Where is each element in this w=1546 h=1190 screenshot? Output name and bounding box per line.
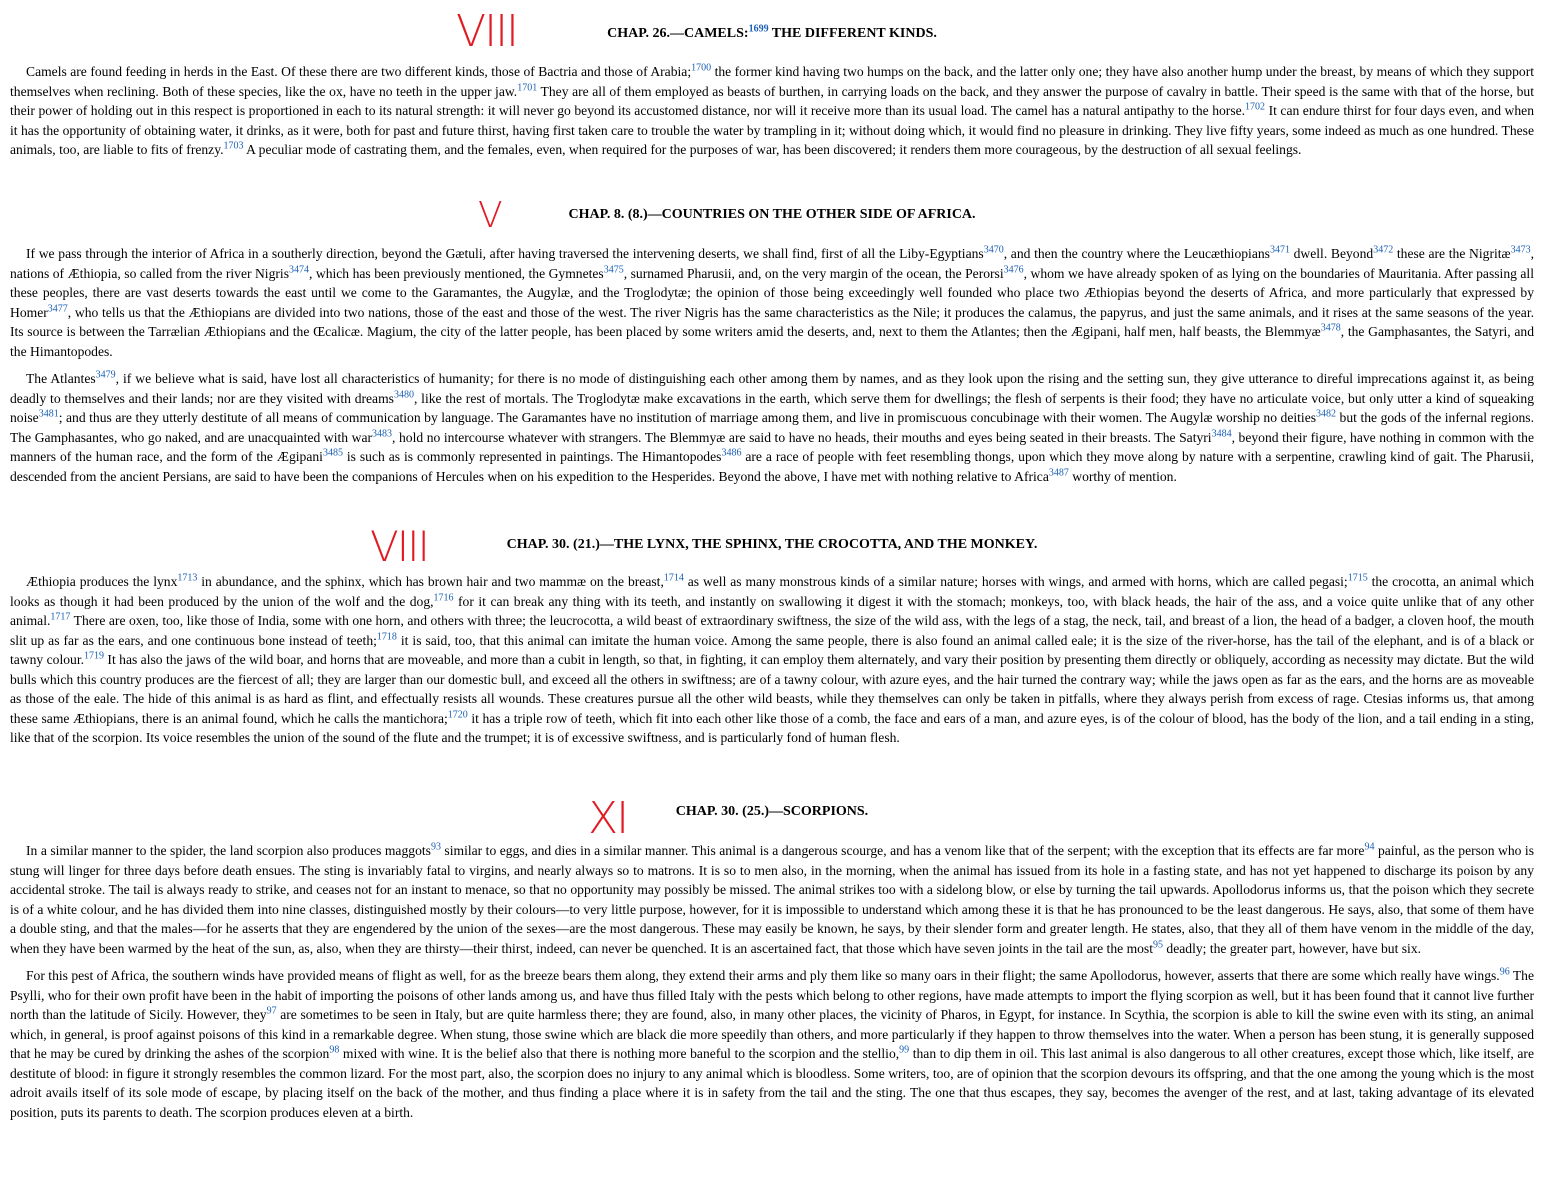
footnote-link[interactable]: 3470: [983, 244, 1004, 256]
paragraph-text: Camels are found feeding in herds in the East. Of these there are two different kinds, those of Bactria and those of Arabia;: [26, 64, 692, 79]
footnote-link[interactable]: 1700: [691, 62, 712, 74]
annotation-mark: XI: [588, 793, 628, 844]
footnote-link[interactable]: 1703: [223, 140, 244, 152]
footnote-link[interactable]: 3476: [1003, 263, 1024, 275]
paragraph: [10, 62, 1534, 160]
footnote-link[interactable]: 3484: [1211, 427, 1232, 439]
heading-text-rest: THE DIFFERENT KINDS.: [768, 26, 937, 41]
footnote-link[interactable]: 99: [899, 1044, 910, 1056]
paragraph-text: painful, as the person who is stung will linger for three days before death ensues. The sting is invariably fatal to virgins, and nearly always so to matrons. It is so to men also, in the morning, when the animal has issued from its hole in a fasting state, and has not yet happened to discharge its poison by any accidental stroke. The tail is always ready to strike, and ceases not for an instant to menace, so that no opportunity may possibly be missed. The animal strikes too with a sidelong blow, or else by turning the tail upwards. Apollodorus informs us, that the poison which they secrete is of a white colour, and he has divided them into nine classes, distinguished mostly by their colours—to very little purpose, however, for it is impossible to understand which among these it is that he has pronounced to be the least dangerous. He says, also, that some of them have a double sting, and that the males—for he asserts that they are engendered by the union of the sexes—are the most dangerous. These may easily be known, he says, by their slender form and greater length. He states, also, that they all of them have venom in the middle of the day, when they have been warmed by the heat of the sun, as, also, when they are thirsty—their thirst, indeed, can never be quenched. It is an ascertained fact, that those which have seven joints in the tail are the most: [10, 843, 1534, 956]
footnote-link[interactable]: 1719: [84, 650, 105, 662]
footnote-link[interactable]: 98: [329, 1044, 340, 1056]
paragraph-text: , who tells us that the Æthiopians are divided into two nations, those of the east and those of the west. The river Nigris has the same characteristics as the Nile; it produces the calamus, the papyrus, and just the same animals, and it rises at the same seasons of the year. Its source is between the Tarrælian Æthiopians and the Œcalicæ. Magium, the city of the latter people, has been placed by some writers amid the deserts, and, next to them the Atlantes; then the Ægipani, half men, half beasts, the Blemmyæ: [10, 304, 1534, 339]
footnote-link[interactable]: 3477: [47, 302, 68, 314]
paragraph-text: , the Gamphasantes, the Satyri, and the Himantopodes.: [10, 324, 1534, 359]
paragraph-text: A peculiar mode of castrating them, and the females, even, when required for the purposes of war, has been discovered; it renders them more courageous, by the destruction of all sexual feelings.: [243, 142, 1302, 157]
paragraph-text: , like the rest of mortals. The Troglodytæ make excavations in the earth, which serve them for dwellings; the flesh of serpents is their food; they have no articulate voice, but only utter a kind of squeaking noise: [10, 390, 1535, 425]
footnote-link[interactable]: 3485: [322, 447, 343, 459]
footnote-link[interactable]: 3487: [1048, 466, 1069, 478]
chapter-heading: CHAP. 30. (25.)—SCORPIONS.: [675, 804, 869, 819]
footnote-link[interactable]: 95: [1153, 938, 1164, 950]
footnote-link[interactable]: 1702: [1245, 101, 1266, 113]
footnote-link[interactable]: 3480: [393, 388, 414, 400]
footnote-link[interactable]: 1720: [447, 708, 468, 720]
chapter-body: [10, 62, 1534, 160]
paragraph-text: , if we believe what is said, have lost all characteristics of humanity; for there is no mode of distinguishing each other among them by names, and as they look upon the rising and the setting sun, they give utterance to direful imprecations against it, as being deadly to themselves and their lands; nor are they visited with dreams: [10, 371, 1534, 406]
chapter-heading: CHAP. 30. (21.)—THE LYNX, THE SPHINX, THE CROCOTTA, AND THE MONKEY.: [506, 537, 1038, 552]
annotation-mark: V: [478, 195, 501, 236]
paragraph-text: similar to eggs, and dies in a similar manner. This animal is a dangerous scourge, and has a venom like that of the serpent; with the exception that its effects are far more: [440, 843, 1365, 858]
footnote-link[interactable]: 3482: [1316, 408, 1337, 420]
paragraph-text: is such as is commonly represented in paintings. The Himantopodes: [342, 449, 722, 464]
paragraph-text: than to dip them in oil. This last animal is also dangerous to all other creatures, except those which, like itself, are destitute of blood: in figure it strongly resembles the common lizard. For the most part, also, the scorpion does no injury to any animal which is bloodless. Some writers, too, are of opinion that the scorpion devours its offspring, and that the one among the young which is the most adroit avails itself of its sole mode of escape, by placing itself on the back of the mother, and thus finding a place where it is in safety from the tail and the sting. The one that thus escapes, they say, becomes the avenger of the rest, and at last, taking advantage of its elevated position, puts its parents to death. The scorpion produces eleven at a birth.: [10, 1046, 1534, 1120]
paragraph-text: are a race of people with feet resembling thongs, upon which they move along by nature with a serpentine, crawling kind of gait. The Pharusii, descended from the ancient Persians, are said to have been the companions of Hercules when on his expedition to the Hesperides. Beyond the above, I have met with nothing relative to Africa: [10, 449, 1535, 484]
paragraph: [10, 841, 1534, 958]
paragraph-text: mixed with wine. It is the belief also that there is nothing more baneful to the scorpion and the stellio,: [339, 1046, 900, 1061]
paragraph-text: It can endure thirst for four days even, and when it has the opportunity of obtaining water, it drinks, as it were, both for past and future thirst, having first taken care to trouble the water by trampling in it; without doing which, it would find no pleasure in drinking. They live fifty years, some indeed as much as one hundred. These animals, too, are liable to fits of frenzy.: [10, 103, 1534, 157]
chapter-camels: [10, 6, 1534, 160]
paragraph-text: The Psylli, who for their own profit have been in the habit of importing the poisons of other lands among us, and have thus filled Italy with the pests which belong to other regions, have made attempts to import the flying scorpion as well, but it has been found that it cannot live further north than the latitude of Sicily. However, they: [10, 968, 1534, 1022]
paragraph-text: If we pass through the interior of Africa in a southerly direction, beyond the Gætuli, after having traversed the intervening deserts, we shall find, first of all the Liby-Egyptians: [26, 246, 984, 261]
paragraph: [10, 966, 1534, 1122]
paragraph-text: , and then the country where the Leucæthiopians: [1003, 246, 1270, 261]
paragraph-text: In a similar manner to the spider, the land scorpion also produces maggots: [26, 843, 431, 858]
chapter-countries-africa: [10, 195, 1535, 486]
footnote-link[interactable]: 3473: [1510, 244, 1531, 256]
annotation-mark: VIII: [370, 522, 428, 571]
footnote-link[interactable]: 97: [266, 1005, 277, 1017]
paragraph-text: the crocotta, an animal which looks as though it had been produced by the union of the wolf and the dog,: [10, 574, 1534, 609]
footnote-link[interactable]: 3481: [38, 408, 59, 420]
footnote-link[interactable]: 3483: [372, 427, 393, 439]
heading-text: CHAP. 26.—CAMELS:: [607, 26, 749, 41]
paragraph-text: , hold no intercourse whatever with strangers. The Blemmyæ are said to have no heads, their mouths and eyes being seated in their breasts. The Satyri: [392, 429, 1212, 445]
paragraph-text: in abundance, and the sphinx, which has brown hair and two mammæ on the breast,: [197, 574, 664, 589]
footnote-link[interactable]: 1717: [50, 611, 71, 623]
chapter-scorpions: [10, 793, 1534, 1122]
chapter-body: [10, 572, 1534, 748]
paragraph-text: the former kind having two humps on the back, and the latter only one; they have also another hump under the breast, by means of which they support themselves when reclining. Both of these species, like the ox, have no teeth in the upper jaw.: [10, 64, 1534, 99]
chapter-heading: [10, 23, 1534, 45]
paragraph-text: Æthiopia produces the lynx: [26, 574, 178, 589]
paragraph-text: , surnamed Pharusii, and, on the very margin of the ocean, the Perorsi: [623, 265, 1004, 281]
paragraph: [10, 244, 1534, 361]
footnote-link[interactable]: 1701: [517, 81, 538, 93]
footnote-link[interactable]: 1715: [1347, 572, 1368, 584]
footnote-link[interactable]: 94: [1364, 841, 1375, 853]
footnote-link[interactable]: 93: [430, 841, 441, 853]
paragraph-text: as well as many monstrous kinds of a similar nature; horses with wings, and armed with horns, which are called pegasi;: [683, 574, 1348, 589]
footnote-link[interactable]: 3486: [721, 447, 742, 459]
paragraph-text: , whom we have already spoken of as lying on the boundaries of Mauritania. After passing all these peoples, there are vast deserts towards the east until we come to the Garamantes, the Augylæ, and the Troglodytæ; the opinion of those being exceedingly well founded who place two Æthiopias beyond the deserts of Africa, and more particularly that expressed by Homer: [10, 265, 1534, 320]
footnote-link[interactable]: 3471: [1269, 244, 1290, 256]
footnote-link[interactable]: 1699: [748, 23, 769, 35]
paragraph-text: , beyond their figure, have nothing in common with the manners of the human race, and the form of the Ægipani: [10, 429, 1534, 464]
paragraph-text: , nations of Æthiopia, so called from the river Nigris: [10, 246, 1535, 281]
paragraph: [10, 572, 1534, 748]
footnote-link[interactable]: 3472: [1373, 244, 1394, 256]
paragraph-text: The Atlantes: [26, 371, 96, 386]
paragraph-text: They are all of them employed as beasts of burthen, in carrying loads on the back, and they answer the purpose of cavalry in battle. Their speed is the same with that of the horse, but their power of holding out in this respect is proportioned in each to its natural strength: it will never go beyond its accustomed distance, nor will it receive more than its usual load. The camel has a natural antipathy to the horse.: [10, 83, 1534, 118]
paragraph-text: it has a triple row of teeth, which fit into each other like those of a comb, the face and ears of a man, and azure eyes, is of the colour of blood, has the body of the lion, and a tail ending in a sting, like that of the scorpion. Its voice resembles the union of the sound of the flute and the trumpet; it is of excessive swiftness, and is particularly fond of human flesh.: [10, 710, 1534, 745]
footnote-link[interactable]: 1714: [663, 572, 684, 584]
footnote-link[interactable]: 1718: [376, 630, 397, 642]
footnote-link[interactable]: 96: [1499, 966, 1510, 978]
paragraph-text: it is said, too, that this animal can imitate the human voice. Among the same people, there is also found an animal called eale; it is the size of the river-horse, has the tail of the elephant, and is of a black or tawny colour.: [10, 632, 1534, 667]
paragraph-text: but the gods of the infernal regions. The Gamphasantes, who go naked, and are unacquainted with war: [10, 410, 1534, 445]
paragraph-text: worthy of mention.: [1068, 468, 1177, 484]
footnote-link[interactable]: 1713: [177, 572, 198, 584]
paragraph-text: deadly; the greater part, however, have but six.: [1163, 940, 1422, 956]
annotation-mark: VIII: [456, 6, 518, 57]
footnote-link[interactable]: 3478: [1320, 322, 1341, 334]
footnote-link[interactable]: 1716: [433, 591, 454, 603]
paragraph-text: these are the Nigritæ: [1393, 246, 1511, 261]
paragraph: [10, 369, 1534, 486]
paragraph-text: ; and thus are they utterly destitute of all means of communication by language. The Garamantes have no institution of marriage among them, and live in promiscuous concubinage with their women. The Augylæ worship no deities: [58, 410, 1317, 425]
paragraph-text: are sometimes to be seen in Italy, but are quite harmless there; they are found, also, in many other places, the vicinity of Pharos, in Egypt, for instance. In Scythia, the scorpion is able to kill the swine even with its sting, an animal which, in general, is proof against poisons of this kind in a remarkable degree. When stung, those swine which are black die more speedily than others, and more particularly if they happen to throw themselves into the water. When a person has been stung, it is generally supposed that he may be cured by drinking the ashes of the scorpion: [10, 1007, 1534, 1061]
paragraph-text: , which has been previously mentioned, the Gymnetes: [308, 265, 604, 281]
paragraph-text: dwell. Beyond: [1289, 246, 1374, 261]
chapter-lynx-sphinx: [10, 522, 1535, 748]
footnote-link[interactable]: 3479: [95, 369, 116, 381]
paragraph-text: There are oxen, too, like those of India, some with one horn, and others with three; the leucrocotta, a wild beast of extraordinary swiftness, the size of the wild ass, with the legs of a stag, the neck, tail, and breast of a lion, the head of a badger, a cloven hoof, the mouth slit up as far as the ears, and one continuous bone instead of teeth;: [10, 613, 1534, 648]
paragraph-text: for it can break any thing with its teeth, and instantly on swallowing it digest it with the stomach; monkeys, too, with black heads, the hair of the ass, and a voice quite unlike that of any other animal.: [10, 593, 1535, 628]
chapter-body: [10, 244, 1534, 486]
footnote-link[interactable]: 3474: [288, 263, 309, 275]
paragraph-text: It has also the jaws of the wild boar, and horns that are moveable, and more than a cubit in length, so that, in fighting, it can employ them alternately, and vary their position by presenting them directly or obliquely, according as necessity may dictate. But the wild bulls which this country produces are the fiercest of all; they are larger than our domestic bull, and exceed all the others in swiftness; are of a tawny colour, with azure eyes, and the hair turned the contrary way; while the jaws open as far as the ears, and the horns are as moveable as those of the eale. The hide of this animal is as hard as flint, and effectually resists all wounds. These creatures pursue all the other wild beasts, while they themselves can only be taken in pitfalls, where they always perish from excess of rage. Ctesias informs us, that among these same Æthiopians, there is an animal found, which he calls the mantichora;: [10, 652, 1534, 726]
paragraph-text: For this pest of Africa, the southern winds have provided means of flight as well, for as the breeze bears them along, they extend their arms and ply them like so many oars in their flight; the same Apollodorus, however, asserts that there are some which really have wings.: [26, 968, 1500, 983]
footnote-link[interactable]: 3475: [603, 263, 624, 275]
chapter-heading: CHAP. 8. (8.)—COUNTRIES ON THE OTHER SIDE OF AFRICA.: [568, 207, 976, 222]
chapter-body: [10, 841, 1534, 1122]
